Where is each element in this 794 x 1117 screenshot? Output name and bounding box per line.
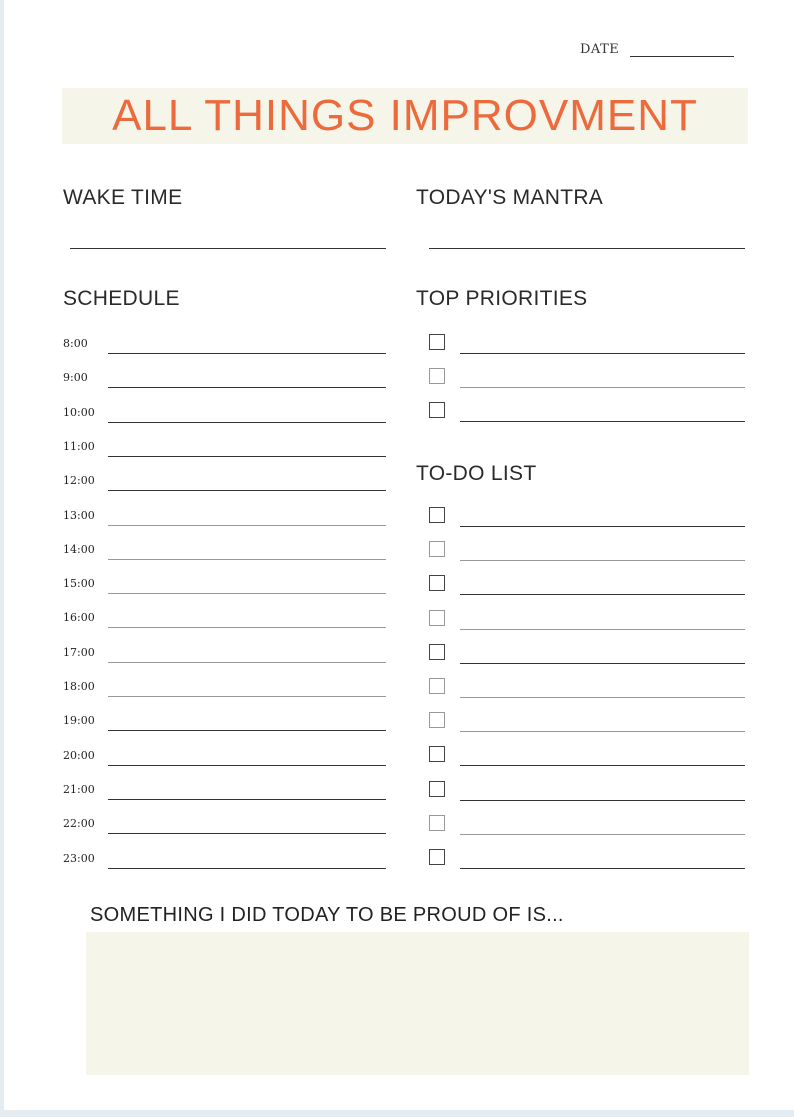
schedule-heading: SCHEDULE <box>63 287 180 310</box>
schedule-time-label: 12:00 <box>63 474 95 488</box>
planner-sheet <box>4 0 794 1110</box>
schedule-time-label: 22:00 <box>63 817 95 831</box>
schedule-time-label: 14:00 <box>63 542 95 556</box>
todo-line[interactable] <box>460 834 745 835</box>
schedule-time-label: 17:00 <box>63 645 95 659</box>
title-band <box>62 88 748 144</box>
todays-mantra-field[interactable] <box>429 248 745 249</box>
todo-checkbox[interactable] <box>429 815 445 831</box>
todo-checkbox[interactable] <box>429 781 445 797</box>
todo-line[interactable] <box>460 629 745 630</box>
schedule-entry-line[interactable] <box>108 696 386 697</box>
priority-line[interactable] <box>460 353 745 354</box>
wake-time-field[interactable] <box>70 248 386 249</box>
todo-line[interactable] <box>460 868 745 869</box>
todo-checkbox[interactable] <box>429 610 445 626</box>
todo-line[interactable] <box>460 560 745 561</box>
priority-line[interactable] <box>460 387 745 388</box>
schedule-time-label: 20:00 <box>63 748 95 762</box>
todo-line[interactable] <box>460 663 745 664</box>
schedule-entry-line[interactable] <box>108 456 386 457</box>
todo-checkbox[interactable] <box>429 746 445 762</box>
schedule-entry-line[interactable] <box>108 490 386 491</box>
schedule-entry-line[interactable] <box>108 525 386 526</box>
date-label: DATE <box>580 42 620 57</box>
todays-mantra-heading: TODAY'S MANTRA <box>416 186 604 209</box>
todo-line[interactable] <box>460 800 745 801</box>
schedule-entry-line[interactable] <box>108 833 386 834</box>
schedule-time-label: 13:00 <box>63 508 95 522</box>
schedule-time-label: 16:00 <box>63 611 95 625</box>
todo-list-heading: TO-DO LIST <box>416 462 537 485</box>
proud-heading: SOMETHING I DID TODAY TO BE PROUD OF IS... <box>90 904 564 926</box>
todo-checkbox[interactable] <box>429 575 445 591</box>
todo-line[interactable] <box>460 765 745 766</box>
todo-line[interactable] <box>460 594 745 595</box>
schedule-time-label: 8:00 <box>63 337 88 350</box>
page-title: ALL THINGS IMPROVMENT <box>112 91 698 140</box>
schedule-entry-line[interactable] <box>108 353 386 354</box>
todo-checkbox[interactable] <box>429 849 445 865</box>
schedule-time-label: 18:00 <box>63 680 95 693</box>
todo-checkbox[interactable] <box>429 507 445 523</box>
schedule-time-label: 10:00 <box>63 405 95 419</box>
schedule-entry-line[interactable] <box>108 387 386 388</box>
schedule-entry-line[interactable] <box>108 593 386 594</box>
schedule-entry-line[interactable] <box>108 868 386 869</box>
schedule-entry-line[interactable] <box>108 730 386 731</box>
todo-checkbox[interactable] <box>429 644 445 660</box>
todo-line[interactable] <box>460 697 745 698</box>
schedule-time-label: 19:00 <box>63 714 95 728</box>
priority-line[interactable] <box>460 421 745 422</box>
schedule-entry-line[interactable] <box>108 559 386 560</box>
todo-checkbox[interactable] <box>429 712 445 728</box>
proud-notes-box[interactable] <box>86 932 749 1075</box>
schedule-entry-line[interactable] <box>108 799 386 800</box>
schedule-time-label: 11:00 <box>63 439 95 453</box>
schedule-time-label: 15:00 <box>63 577 95 591</box>
schedule-entry-line[interactable] <box>108 422 386 423</box>
todo-checkbox[interactable] <box>429 541 445 557</box>
schedule-entry-line[interactable] <box>108 765 386 766</box>
todo-checkbox[interactable] <box>429 678 445 694</box>
top-priorities-heading: TOP PRIORITIES <box>416 287 588 310</box>
wake-time-heading: WAKE TIME <box>63 186 183 209</box>
schedule-time-label: 21:00 <box>63 782 95 796</box>
schedule-entry-line[interactable] <box>108 627 386 628</box>
todo-line[interactable] <box>460 731 745 732</box>
schedule-time-label: 9:00 <box>63 371 88 385</box>
priority-checkbox[interactable] <box>429 334 445 350</box>
schedule-time-label: 23:00 <box>63 851 95 865</box>
priority-checkbox[interactable] <box>429 402 445 418</box>
schedule-entry-line[interactable] <box>108 662 386 663</box>
priority-checkbox[interactable] <box>429 368 445 384</box>
date-field[interactable] <box>630 56 734 57</box>
todo-line[interactable] <box>460 526 745 527</box>
